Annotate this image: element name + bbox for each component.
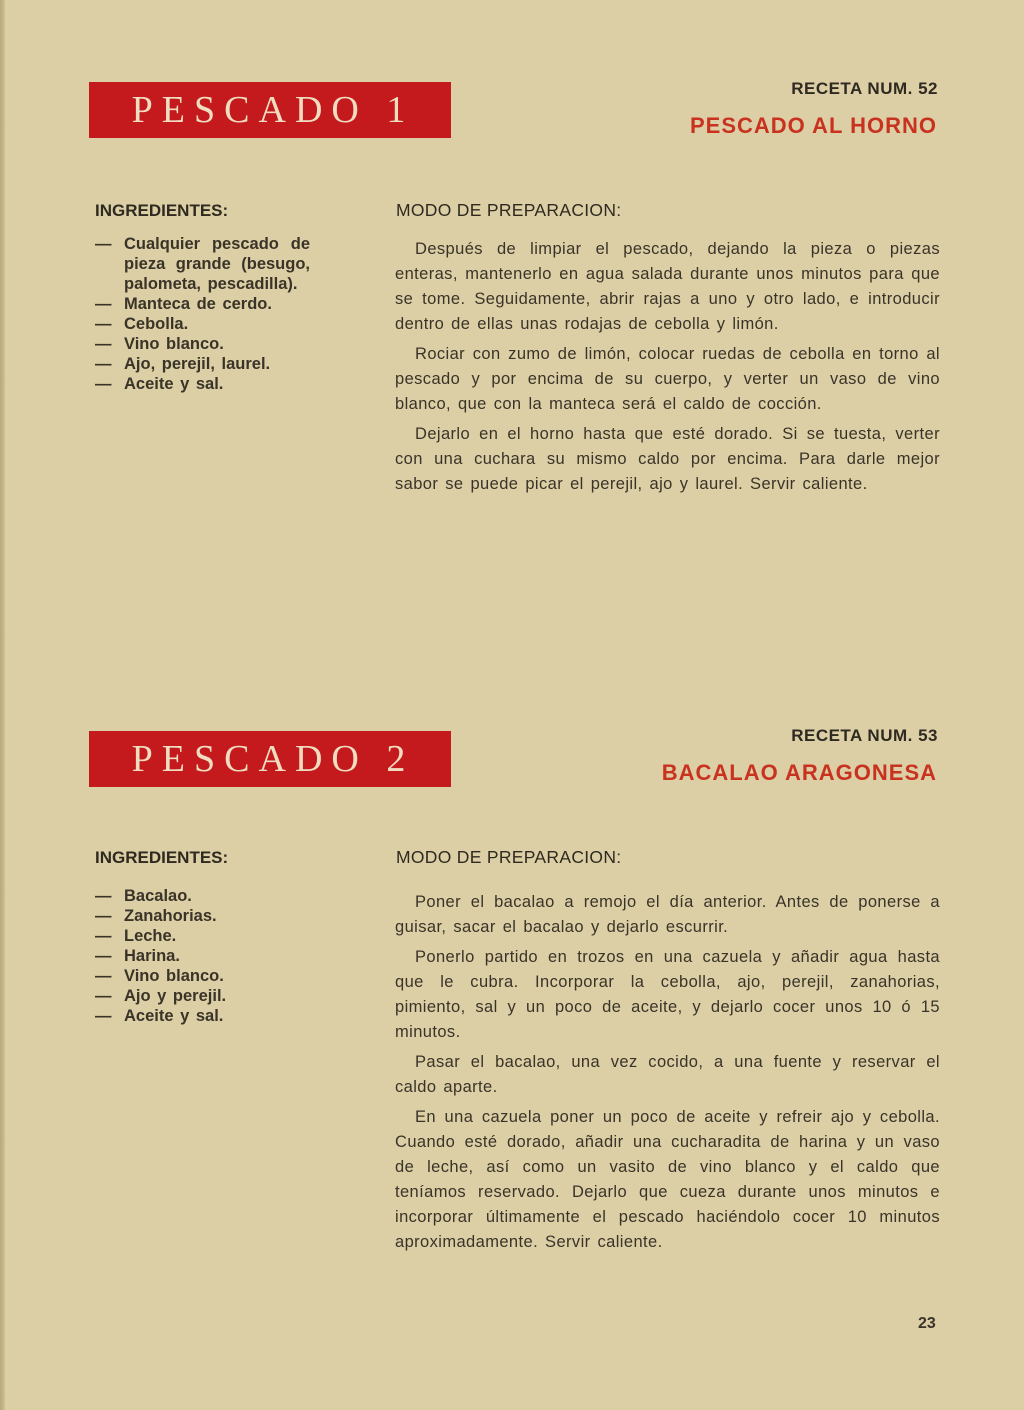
ingredient-item: — Ajo, perejil, laurel. (95, 355, 271, 373)
page-number: 23 (918, 1315, 936, 1332)
preparation-text (395, 237, 940, 502)
section-banner: PESCADO 2 (89, 731, 451, 787)
preparation-step: Rociar con zumo de limón, colocar ruedas de cebolla en torno al pescado y por encima de su cuerpo, y verter un vaso de vino blanco, que con la manteca será el caldo de cocción. (395, 345, 940, 413)
recipe-title: BACALAO ARAGONESA (661, 760, 937, 785)
ingredients-heading: INGREDIENTES: (95, 848, 229, 867)
ingredients-list (95, 234, 310, 394)
ingredient-item: — Cualquier pescado de pieza grande (besugo, palometa, pescadilla). (95, 235, 310, 293)
ingredient-item: — Vino blanco. (95, 335, 224, 353)
ingredient-item: — Vino blanco. (95, 967, 224, 985)
preparation-heading: MODO DE PREPARACION: (396, 200, 622, 220)
preparation-step: Poner el bacalao a remojo el día anterior. Antes de ponerse a guisar, sacar el bacalao y dejarlo escurrir. (395, 893, 940, 936)
recipe-title: PESCADO AL HORNO (689, 113, 937, 138)
ingredient-item: — Zanahorias. (95, 907, 217, 925)
ingredients-heading: INGREDIENTES: (95, 201, 229, 220)
page-edge (0, 0, 5, 1410)
ingredient-item: — Manteca de cerdo. (95, 295, 272, 313)
preparation-step: Pasar el bacalao, una vez cocido, a una fuente y reservar el caldo aparte. (395, 1053, 940, 1096)
preparation-step: Ponerlo partido en trozos en una cazuela y añadir agua hasta que le cubra. Incorporar la cebolla, ajo, perejil, zanahorias, pimiento, sal y un poco de aceite, y dejarlo cocer unos 10 ó 15 minutos. (395, 948, 940, 1041)
preparation-step: Después de limpiar el pescado, dejando la pieza o piezas enteras, mantenerlo en agua salada durante unos minutos para que se tome. Seguidamente, abrir rajas a uno y otro lado, e introducir dentro de ellas unas rodajas de cebolla y limón. (395, 240, 940, 333)
ingredient-item: — Bacalao. (95, 887, 192, 905)
preparation-heading: MODO DE PREPARACION: (396, 847, 622, 867)
preparation-step: En una cazuela poner un poco de aceite y refreir ajo y cebolla. Cuando esté dorado, añadir una cucharadita de harina y un vaso de leche, así como un vasito de vino blanco y el caldo que teníamos reservado. Dejarlo que cueza durante unos minutos e incorporar últimamente el pescado haciéndolo cocer 10 minutos aproximadamente. Servir caliente. (395, 1108, 940, 1251)
recipe-number: RECETA NUM. 53 (791, 726, 938, 745)
ingredient-item: — Ajo y perejil. (95, 987, 227, 1005)
ingredient-item: — Harina. (95, 947, 180, 965)
section-banner: PESCADO 1 (89, 82, 451, 138)
ingredient-item: — Aceite y sal. (95, 1007, 224, 1025)
ingredient-item: — Leche. (95, 927, 177, 945)
recipe-number: RECETA NUM. 52 (791, 79, 938, 98)
preparation-step: Dejarlo en el horno hasta que esté dorado. Si se tuesta, verter con una cuchara su mismo caldo por encima. Para darle mejor sabor se puede picar el perejil, ajo y laurel. Servir caliente. (395, 425, 940, 493)
ingredient-item: — Aceite y sal. (95, 375, 224, 393)
ingredient-item: — Cebolla. (95, 315, 189, 333)
ingredients-list (95, 886, 310, 1026)
preparation-text (395, 890, 940, 1260)
